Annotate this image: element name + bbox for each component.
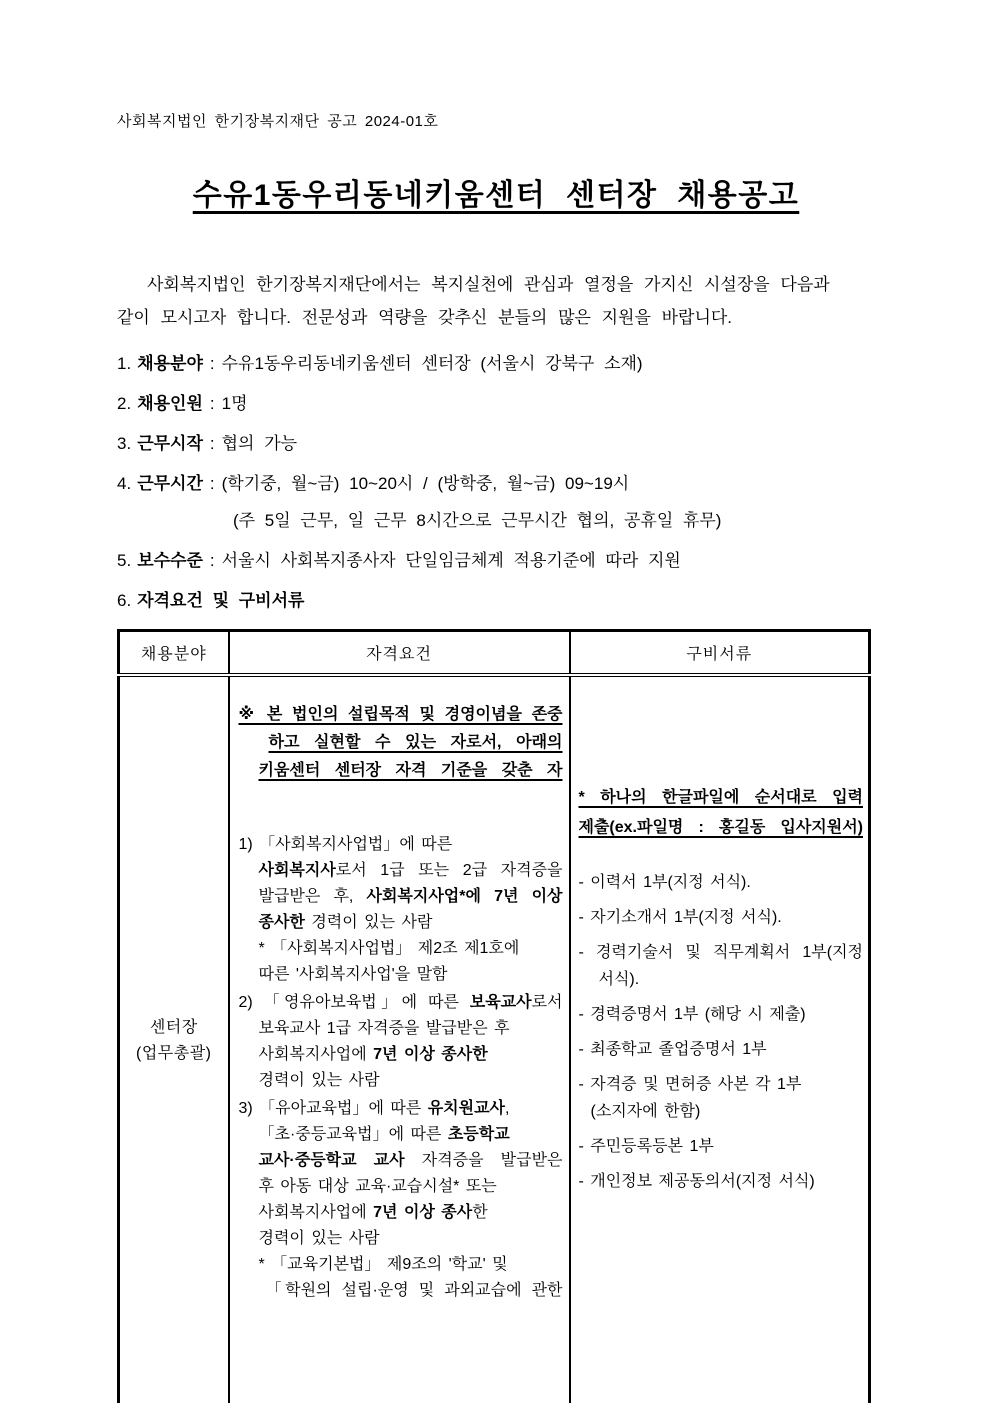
qualification-item-1	[239, 832, 563, 988]
document-item-license-copy	[579, 1071, 864, 1125]
document-item-resume	[579, 869, 864, 896]
list-item-headcount	[117, 392, 875, 416]
qualification-line: 사회복지사로서 1급 또는 2급 자격증을	[258, 862, 563, 879]
qualification-footnote-line: * 「교육기본법」 제9조의 '학교' 및	[258, 1256, 508, 1273]
qualification-note-line: 키움센터 센터장 자격 기준을 갖춘 자	[258, 762, 563, 779]
item-number: 4.	[117, 474, 132, 493]
item-value: 협의 가능	[221, 434, 298, 453]
qualification-line: 경력이 있는 사람	[258, 1072, 380, 1089]
document-item-career-cert	[579, 1001, 864, 1028]
qualification-note-line: 하고 실현할 수 있는 자로서, 아래의	[268, 734, 563, 751]
item-colon: :	[209, 474, 215, 493]
item-value: 1명	[221, 394, 248, 413]
column-header-field: 채용분야	[119, 631, 229, 676]
document-line: - 경력증명서 1부 (해당 시 제출)	[578, 1006, 806, 1023]
column-header-documents: 구비서류	[570, 631, 870, 676]
qualification-note	[239, 701, 563, 785]
qualification-line: 경력이 있는 사람	[258, 1230, 380, 1247]
requirements-table	[117, 629, 871, 1403]
table-header-row	[119, 631, 870, 676]
list-item-requirements	[117, 589, 875, 613]
column-header-qualifications: 자격요건	[229, 631, 570, 676]
qualification-line: 3) 「유아교육법」에 따른 유치원교사,	[238, 1100, 510, 1117]
cell-position	[119, 675, 229, 1403]
item-label: 근무시작	[137, 434, 203, 453]
qualification-footnote-line: 「학원의 설립·운영 및 과외교습에 관한	[265, 1282, 563, 1299]
intro-line: 사회복지법인 한기장복지재단에서는 복지실천에 관심과 열정을 가지신 시설장을 다음과	[147, 275, 830, 294]
qualification-line: 「초·중등교육법」에 따른 초등학교	[258, 1126, 510, 1143]
documents-note-line: * 하나의 한글파일에 순서대로 입력	[578, 789, 863, 806]
document-line: (소지자에 한함)	[590, 1103, 701, 1120]
document-item-diploma	[579, 1036, 864, 1063]
qualification-footnote-line: 따른 '사회복지사업'을 말함	[258, 966, 448, 983]
document-line: - 개인정보 제공동의서(지정 서식)	[578, 1173, 815, 1190]
numbered-list	[117, 352, 875, 613]
item-number: 6.	[117, 591, 132, 610]
cell-qualifications	[229, 675, 570, 1403]
qualification-item-3	[239, 1096, 563, 1304]
item-number: 3.	[117, 434, 132, 453]
item-label: 보수수준	[137, 551, 203, 570]
document-item-self-intro	[579, 904, 864, 931]
item-label: 채용인원	[137, 394, 203, 413]
list-item-recruit-field	[117, 352, 875, 376]
item-label: 자격요건 및 구비서류	[137, 591, 305, 610]
position-name: 센터장	[149, 1019, 198, 1036]
item-label: 채용분야	[137, 354, 203, 373]
qualification-item-2	[239, 990, 563, 1094]
qualification-line: 사회복지사업에 7년 이상 종사한	[258, 1046, 488, 1063]
documents-note	[579, 783, 864, 843]
qualification-line: 종사한 경력이 있는 사람	[258, 914, 433, 931]
table-body-row	[119, 675, 870, 1403]
document-line: - 최종학교 졸업증명서 1부	[578, 1041, 767, 1058]
document-item-resident-register	[579, 1133, 864, 1160]
document-line: - 이력서 1부(지정 서식).	[578, 874, 751, 891]
qualification-note-line: ※ 본 법인의 설립목적 및 경영이념을 존중	[238, 706, 563, 723]
list-item-salary	[117, 549, 875, 573]
page-title	[117, 178, 875, 214]
document-item-privacy-consent	[579, 1168, 864, 1195]
item-value: 서울시 사회복지종사자 단일임금체계 적용기준에 따라 지원	[221, 551, 681, 570]
item-colon: :	[209, 394, 215, 413]
list-item-work-hours	[117, 472, 875, 533]
qualification-footnote-line: * 「사회복지사업법」 제2조 제1호에	[258, 940, 520, 957]
item-number: 5.	[117, 551, 132, 570]
qualification-line: 보육교사 1급 자격증을 발급받은 후	[258, 1020, 510, 1037]
item-number: 2.	[117, 394, 132, 413]
page-title-text: 수유1동우리동네키움센터 센터장 채용공고	[192, 179, 800, 212]
item-colon: :	[209, 434, 215, 453]
item-value: (학기중, 월~금) 10~20시 / (방학중, 월~금) 09~19시	[221, 474, 630, 493]
cell-documents	[570, 675, 870, 1403]
position-role: (업무총괄)	[136, 1045, 212, 1062]
document-line: - 자기소개서 1부(지정 서식).	[578, 909, 782, 926]
qualification-line: 2) 「영유아보육법」에 따른 보육교사로서	[238, 994, 563, 1011]
doc-number: 사회복지법인 한기장복지재단 공고 2024-01호	[117, 113, 439, 130]
document-line: 서식).	[598, 971, 640, 988]
document-line: - 자격증 및 면허증 사본 각 1부	[578, 1076, 802, 1093]
item-colon: :	[209, 354, 215, 373]
qualification-line: 발급받은 후, 사회복지사업*에 7년 이상	[258, 888, 563, 905]
qualification-line: 후 아동 대상 교육·교습시설* 또는	[258, 1178, 497, 1195]
item-number: 1.	[117, 354, 132, 373]
qualification-line: 사회복지사업에 7년 이상 종사한	[258, 1204, 488, 1221]
document-item-career-statement	[579, 939, 864, 993]
intro-line: 같이 모시고자 합니다. 전문성과 역량을 갖추신 분들의 많은 지원을 바랍니다.	[117, 308, 733, 327]
item-label: 근무시간	[137, 474, 203, 493]
list-item-start-date	[117, 432, 875, 456]
item-colon: :	[209, 551, 215, 570]
document-line: - 주민등록등본 1부	[578, 1138, 714, 1155]
qualification-line: 1) 「사회복지사업법」에 따른	[238, 836, 453, 853]
item-value: 수유1동우리동네키움센터 센터장 (서울시 강북구 소재)	[221, 354, 643, 373]
document-line: - 경력기술서 및 직무계획서 1부(지정	[578, 944, 863, 961]
item-value-continuation: (주 5일 근무, 일 근무 8시간으로 근무시간 협의, 공휴일 휴무)	[233, 511, 722, 530]
qualification-line: 교사·중등학교 교사 자격증을 발급받은	[258, 1152, 563, 1169]
intro-paragraph	[117, 268, 875, 334]
documents-note-line: 제출(ex.파일명 : 홍길동 입사지원서)	[578, 819, 863, 836]
